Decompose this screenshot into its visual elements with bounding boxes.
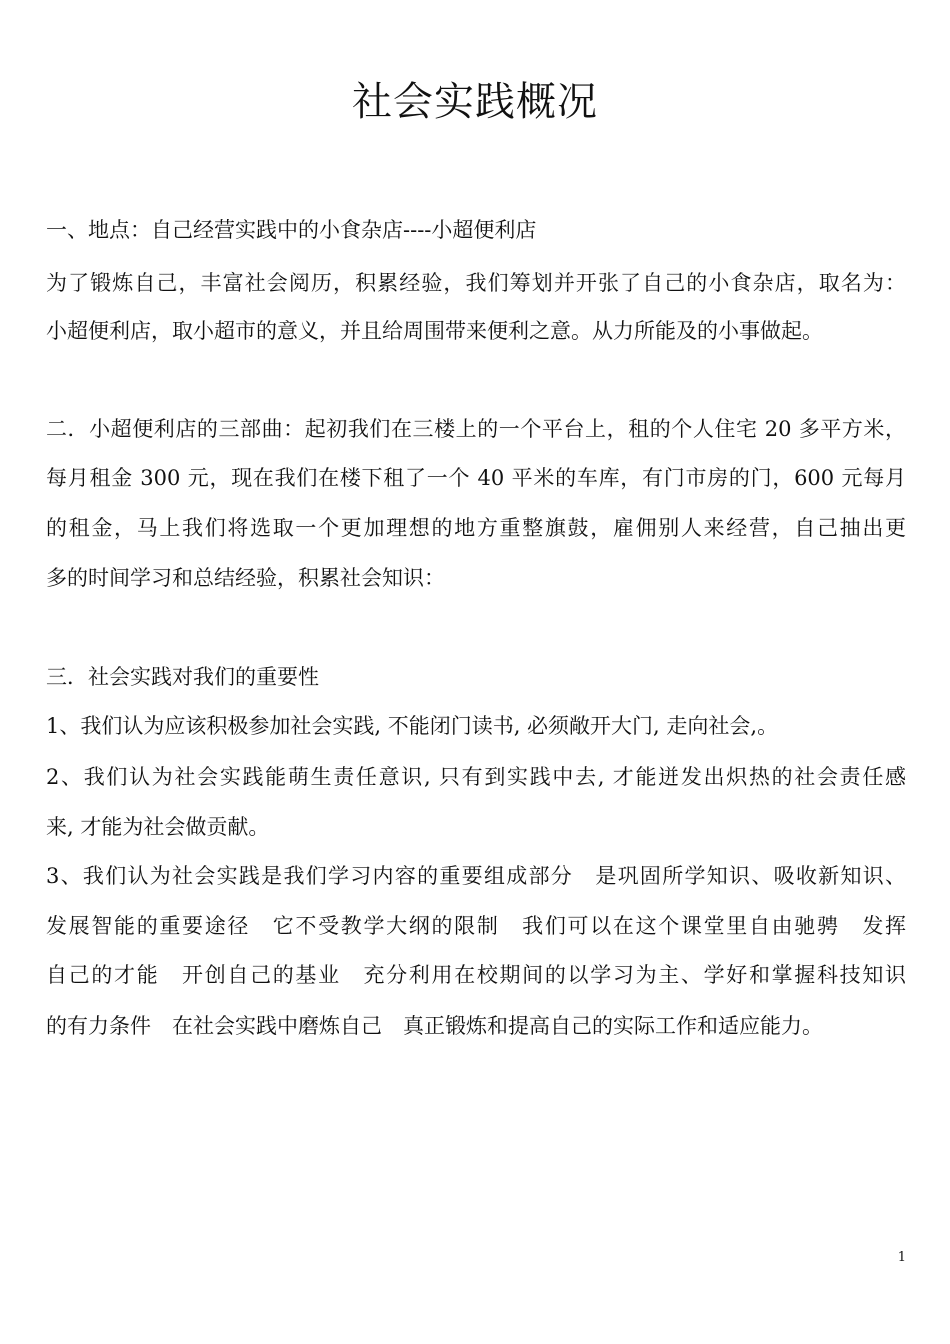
list-item-3-continuation: 的有力条件 在社会实践中磨炼自己 真正锻炼和提高自己的实际工作和适应能力。 — [46, 1014, 823, 1038]
section-heading-importance: 三．社会实践对我们的重要性 — [46, 665, 319, 689]
paragraph-line: 为了锻炼自己，丰富社会阅历，积累经验，我们筹划并开张了自己的小食杂店，取名为： — [46, 271, 906, 295]
list-item-2-continuation: 来, 才能为社会做贡献。 — [46, 815, 270, 839]
paragraph-line: 每月租金 300 元，现在我们在楼下租了一个 40 平米的车库，有门市房的门，600 元每月 — [46, 466, 906, 490]
section-heading-trilogy: 二．小超便利店的三部曲：起初我们在三楼上的一个平台上，租的个人住宅 20 多平方米， — [46, 417, 906, 441]
list-item-2: 2、我们认为社会实践能萌生责任意识, 只有到实践中去, 才能迸发出炽热的社会责任感 — [46, 765, 906, 789]
section-heading-location: 一、地点：自己经营实践中的小食杂店----小超便利店 — [46, 218, 537, 242]
paragraph-line: 小超便利店，取小超市的意义，并且给周围带来便利之意。从力所能及的小事做起。 — [46, 319, 823, 343]
list-item-1: 1、我们认为应该积极参加社会实践, 不能闭门读书, 必须敞开大门, 走向社会,。 — [46, 714, 779, 738]
document-title: 社会实践概况 — [352, 79, 598, 125]
list-item-3-continuation: 发展智能的重要途径 它不受教学大纲的限制 我们可以在这个课堂里自由驰骋 发挥 — [46, 914, 906, 938]
list-item-3: 3、我们认为社会实践是我们学习内容的重要组成部分 是巩固所学知识、吸收新知识、 — [46, 864, 906, 888]
paragraph-line: 的租金，马上我们将选取一个更加理想的地方重整旗鼓，雇佣别人来经营，自己抽出更 — [46, 516, 906, 540]
page-number: 1 — [897, 1250, 906, 1265]
paragraph-line: 多的时间学习和总结经验，积累社会知识： — [46, 566, 445, 590]
list-item-3-continuation: 自己的才能 开创自己的基业 充分利用在校期间的以学习为主、学好和掌握科技知识 — [46, 963, 906, 987]
